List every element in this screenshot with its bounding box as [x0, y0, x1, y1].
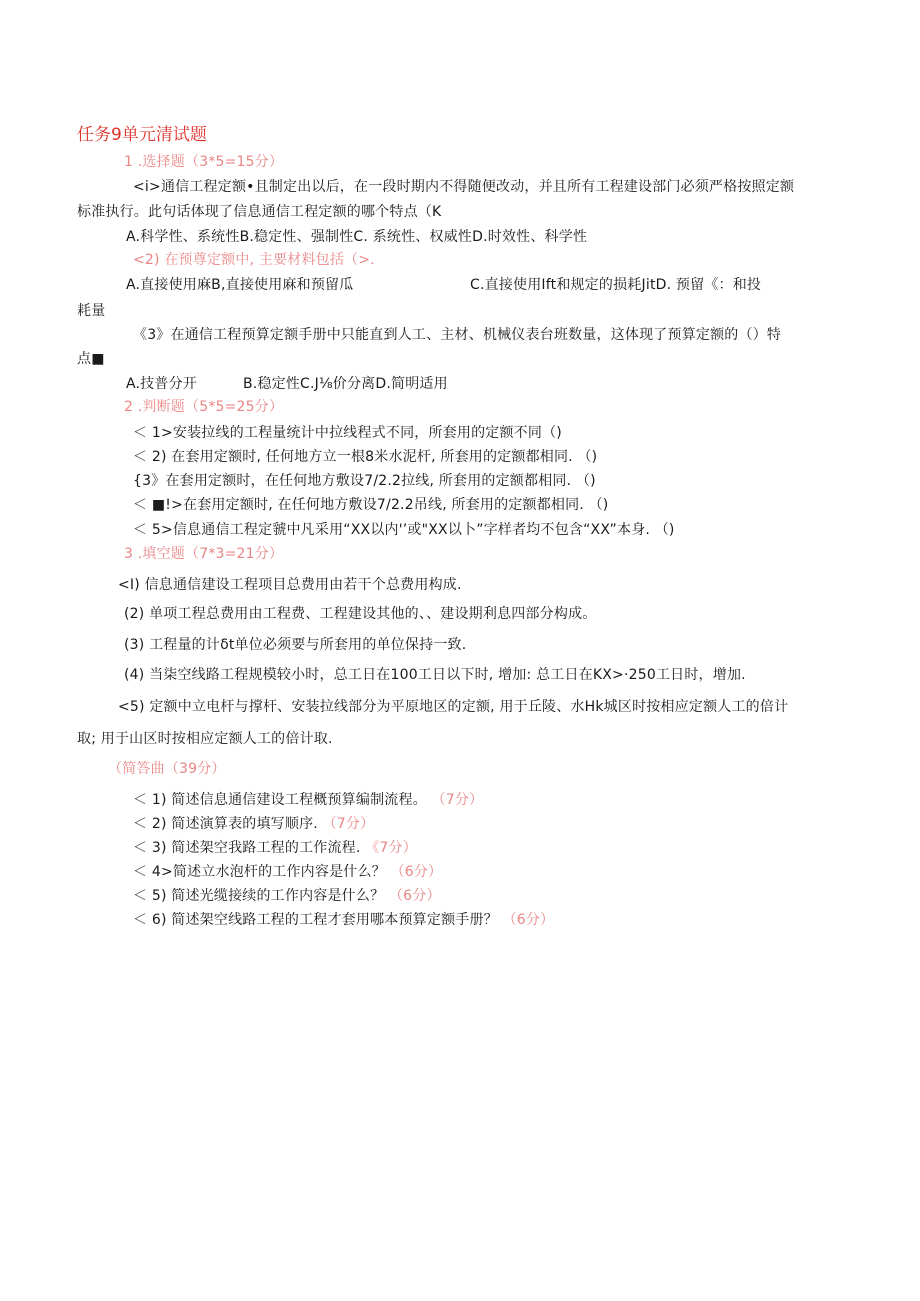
question-3-line-1: 《3》在通信工程预算定额手册中只能直到人工、主材、机械仪表台班数量，这体现了预算定额的（）特: [133, 327, 782, 343]
short-answer-text: ＜ 1) 简述信息通信建设工程概预算编制流程。: [133, 792, 427, 808]
short-answer-score: （7分）: [322, 816, 375, 832]
question-2-options-continued: 耗量: [77, 303, 106, 319]
question-2-options-left: A.直接使用麻B,直接使用麻和预留瓜: [126, 277, 354, 293]
short-answer-item: [133, 887, 441, 905]
short-answer-item: [133, 911, 554, 929]
question-2-options-right: C.直接使用Ift和规定的损耗JitD. 预留《：和投: [470, 277, 762, 293]
judgement-item: ＜ 1>安装拉线的工程量统计中拉线程式不同，所套用的定额不同（): [133, 425, 562, 441]
page-title: 任务9单元清试题: [77, 125, 207, 145]
short-answer-score: （6分）: [388, 888, 441, 904]
fill-blank-item: (2) 单项工程总费用由工程费、工程建设其他的、、建设期利息四部分构成。: [124, 606, 597, 622]
section-heading-fill-blank: 3 .填空题（7*3=21分）: [124, 546, 284, 562]
short-answer-score: （7分）: [431, 792, 484, 808]
short-answer-text: ＜ 5) 简述光缆接续的工作内容是什么？: [133, 888, 385, 904]
question-3-options-rest: B.稳定性C.J⅛价分离D.简明适用: [243, 376, 448, 392]
short-answer-item: [133, 863, 442, 881]
short-answer-text: ＜ 6) 简述架空线路工程的工程才套用哪本预算定额手册？: [133, 912, 498, 928]
judgement-item: {3》在套用定额时，在任何地方敷设7/2.2拉线, 所套用的定额都相同. （): [133, 473, 596, 489]
short-answer-score: （6分）: [502, 912, 555, 928]
fill-blank-item: (3) 工程量的计δt单位必须要与所套用的单位保持一致.: [124, 637, 467, 653]
question-1-line-2: 标准执行。此句话体现了信息通信工程定额的哪个特点（K: [77, 204, 442, 220]
section-heading-choice: 1 .选择题（3*5=15分）: [124, 154, 284, 170]
short-answer-item: [133, 839, 417, 857]
question-3-option-a: A.技普分开: [126, 376, 197, 392]
judgement-item: ＜ ■!>在套用定额时, 在任何地方敷设7/2.2吊线, 所套用的定额都相同. （): [133, 497, 609, 513]
short-answer-text: ＜ 4>简述立水泡杆的工作内容是什么？: [133, 864, 386, 880]
question-2: <2) 在预尊定额中, 主要材料包括（>.: [133, 252, 375, 268]
section-heading-judgement: 2 .判断题（5*5=25分）: [124, 399, 284, 415]
fill-blank-item: <I) 信息通信建设工程项目总费用由若干个总费用构成.: [118, 577, 462, 593]
question-1-options: A.科学性、系统性B.稳定性、强制性C. 系统性、权威性D.时效性、科学性: [126, 229, 588, 245]
judgement-item: ＜ 5>信息通信工程定虢中凡采用“XX以内'’或"XX以卜”字样者均不包含“XX”本身. （): [133, 522, 675, 538]
question-1-line-1: <i>通信工程定额•且制定出以后，在一段时期内不得随便改动，并且所有工程建设部门必须严格按照定额: [133, 179, 795, 195]
section-heading-short-answer: （简答曲（39分）: [108, 761, 226, 777]
short-answer-item: [133, 815, 374, 833]
short-answer-score: 《7分）: [365, 840, 417, 856]
judgement-item: ＜ 2) 在套用定额时, 任何地方立一根8米水泥杆, 所套用的定额都相同. （): [133, 449, 598, 465]
fill-blank-item: (4) 当柒空线路工程规模较小时，总工日在100工日以下时, 增加: 总工日在KX>·250工日时，增加.: [124, 667, 746, 683]
fill-blank-item-5-line-2: 取; 用于山区时按相应定额人工的倍计取.: [77, 731, 333, 747]
short-answer-text: ＜ 2) 简述演算表的填写顺序.: [133, 816, 318, 832]
fill-blank-item-5-line-1: <5) 定额中立电杆与撑杆、安装拉线部分为平原地区的定额, 用于丘陵、水Hk城区时按相应定额人工的倍计: [118, 699, 789, 715]
short-answer-text: ＜ 3) 简述架空我路工程的工作流程.: [133, 840, 361, 856]
question-3-line-2: 点■: [77, 351, 105, 367]
short-answer-item: [133, 791, 483, 809]
short-answer-score: （6分）: [390, 864, 443, 880]
